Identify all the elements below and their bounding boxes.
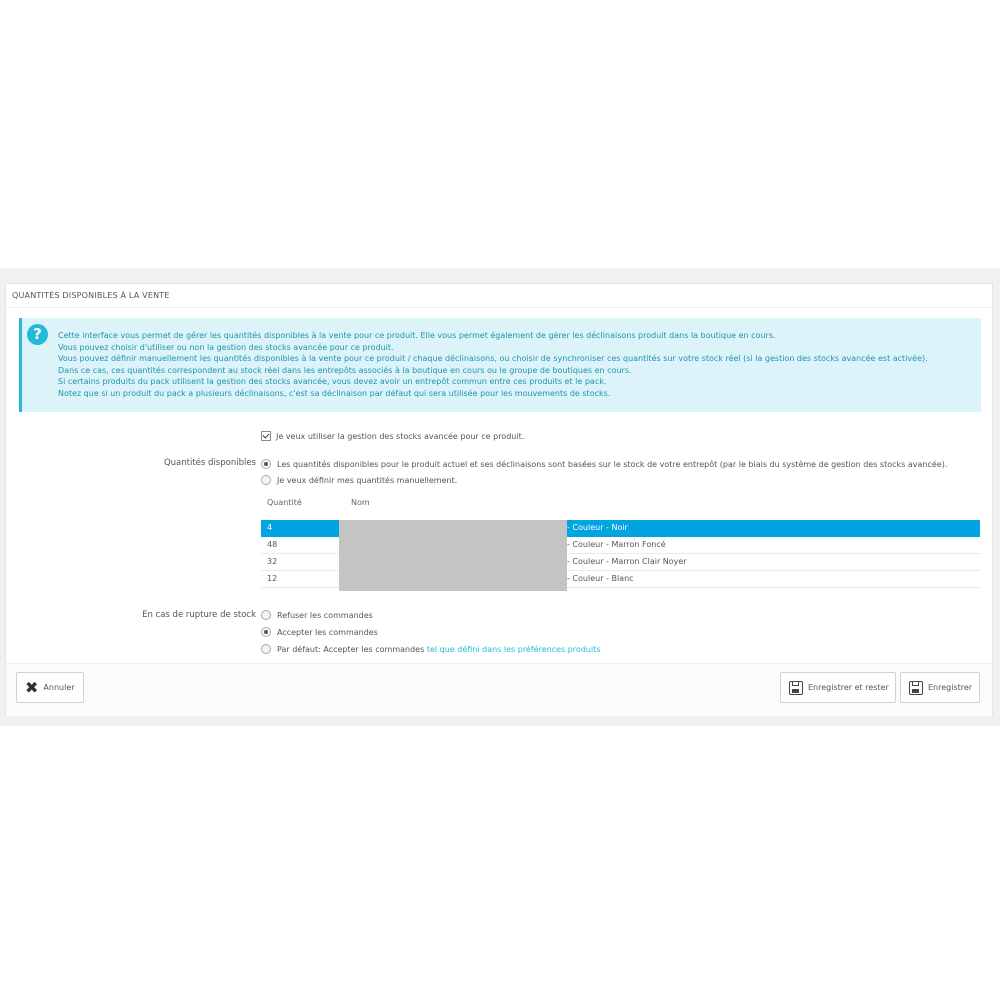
quantities-manual-option[interactable]	[261, 475, 457, 485]
close-icon: ✖	[25, 677, 39, 697]
info-line: Vous pouvez définir manuellement les quantités disponibles à la vente pour ce produit / chaque déclinaisons, ou choisir de synchroniser ces quantités sur votre stock réel (si la gestion des stocks avancée est activée).	[58, 354, 928, 363]
out-of-stock-default-label: Par défaut: Accepter les commandes	[277, 644, 425, 654]
save-icon	[909, 681, 923, 695]
row-quantity: 4	[267, 523, 273, 532]
question-icon: ?	[27, 324, 48, 345]
quantities-manual-radio[interactable]	[261, 475, 271, 485]
row-quantity: 32	[267, 557, 278, 566]
redacted-product-name	[339, 520, 567, 591]
out-of-stock-deny-option[interactable]	[261, 610, 373, 620]
cancel-button-label: Annuler	[43, 683, 75, 692]
panel-footer	[6, 663, 992, 716]
quantities-warehouse-option[interactable]	[261, 459, 947, 469]
row-name: - Couleur - Noir	[567, 523, 628, 532]
out-of-stock-allow-option[interactable]	[261, 627, 378, 637]
row-name: - Couleur - Marron Clair Noyer	[567, 557, 687, 566]
info-line: Cette interface vous permet de gérer les quantités disponibles à la vente pour ce produit. Elle vous permet également de gérer les déclinaisons produit dans la boutique en cours.	[58, 331, 776, 340]
info-line: Notez que si un produit du pack a plusieurs déclinaisons, c'est sa déclinaison par défaut qui sera utilisée pour les mouvements de stocks.	[58, 388, 611, 398]
save-icon	[789, 681, 803, 695]
info-line: Vous pouvez choisir d'utiliser ou non la gestion des stocks avancée pour ce produit.	[58, 342, 394, 352]
column-header-quantity: Quantité	[267, 498, 302, 507]
out-of-stock-deny-radio[interactable]	[261, 610, 271, 620]
quantities-warehouse-radio[interactable]	[261, 459, 271, 469]
out-of-stock-deny-label: Refuser les commandes	[277, 610, 373, 620]
advanced-stock-checkbox[interactable]	[261, 431, 271, 441]
cancel-button[interactable]	[16, 672, 84, 703]
row-quantity: 48	[267, 540, 278, 549]
info-text	[58, 330, 928, 399]
out-of-stock-default-option[interactable]	[261, 644, 601, 654]
save-and-stay-button[interactable]	[780, 672, 896, 703]
quantities-manual-label: Je veux définir mes quantités manuellement.	[277, 475, 458, 485]
quantities-label: Quantités disponibles	[163, 458, 256, 468]
row-quantity: 12	[267, 574, 278, 583]
out-of-stock-default-radio[interactable]	[261, 644, 271, 654]
save-button-label: Enregistrer	[928, 683, 973, 692]
out-of-stock-label: En cas de rupture de stock	[142, 610, 256, 620]
save-button[interactable]	[900, 672, 980, 703]
product-preferences-link[interactable]: tel que défini dans les préférences produits	[426, 644, 601, 654]
column-header-name: Nom	[351, 498, 370, 507]
row-name: - Couleur - Blanc	[567, 574, 634, 583]
out-of-stock-allow-radio[interactable]	[261, 627, 271, 637]
info-line: Dans ce cas, ces quantités correspondent au stock réel dans les entrepôts associés à la boutique en cours ou le groupe de boutiques en cours.	[58, 365, 632, 375]
advanced-stock-option[interactable]	[261, 431, 524, 441]
row-name: - Couleur - Marron Foncé	[567, 540, 666, 549]
info-line: Si certains produits du pack utilisent la gestion des stocks avancée, vous devez avoir un entrepôt commun entre ces produits et le pack.	[58, 377, 607, 386]
available-quantities-panel	[5, 283, 993, 716]
quantities-warehouse-label: Les quantités disponibles pour le produit actuel et ses déclinaisons sont basées sur le stock de votre entrepôt (par le biais du système de gestion des stocks avancée).	[277, 459, 948, 469]
save-and-stay-label: Enregistrer et rester	[808, 683, 889, 692]
advanced-stock-label: Je veux utiliser la gestion des stocks avancée pour ce produit.	[276, 431, 525, 441]
info-alert	[19, 318, 981, 412]
panel-title: QUANTITÉS DISPONIBLES À LA VENTE	[6, 284, 992, 308]
out-of-stock-allow-label: Accepter les commandes	[277, 627, 378, 637]
